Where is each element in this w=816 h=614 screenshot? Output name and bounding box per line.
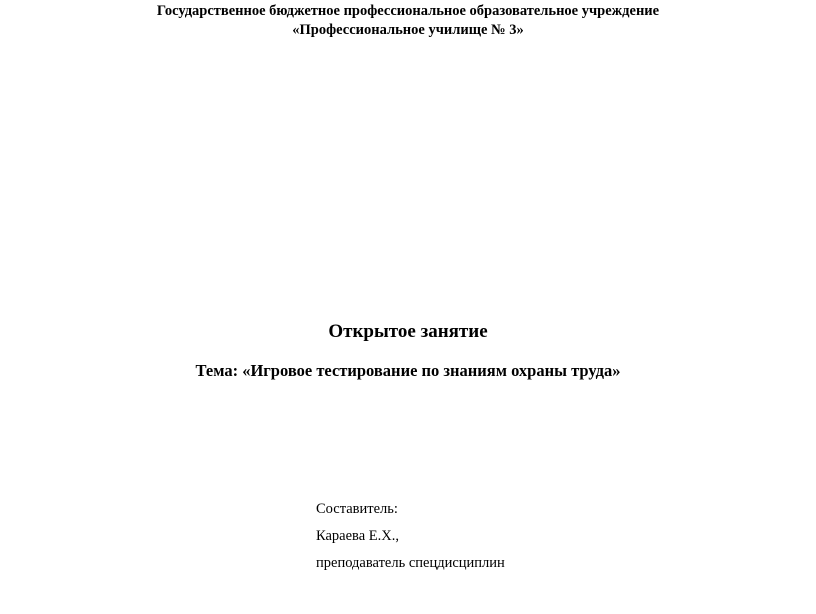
author-label: Составитель: xyxy=(316,501,398,517)
lesson-topic: Тема: «Игровое тестирование по знаниям охраны труда» xyxy=(195,361,621,380)
author-name: Караева Е.Х., xyxy=(316,528,399,544)
document-title: Открытое занятие xyxy=(328,321,488,342)
author-position: преподаватель спецдисциплин xyxy=(316,555,505,571)
institution-name-line2: «Профессиональное училище № 3» xyxy=(292,22,524,38)
institution-name-line1: Государственное бюджетное профессиональное образовательное учреждение xyxy=(156,3,660,19)
author-block xyxy=(316,500,505,581)
institution-header xyxy=(0,2,816,40)
